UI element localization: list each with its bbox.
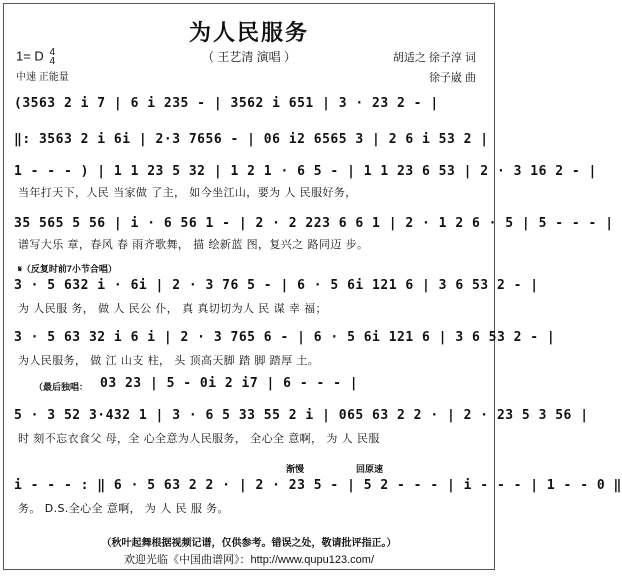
footer-note: （秋叶起舞根据视频记谱，仅供参考。错误之处，敬请批评指正。） (101, 538, 397, 549)
score-page (3, 3, 622, 570)
a-tempo-note: 回原速 (356, 464, 384, 474)
score-row: 35 565 5 56 | i · 6 56 1 - | 2 · 2 223 6 6 1 | 2 · 1 2 6 · 5 | 5 - - - | (14, 216, 614, 231)
score-row: 5 · 3 52 3·432 1 | 3 · 6 5 33 55 2 i | 065 63 2 2 · | 2 · 23 5 3 56 | (14, 408, 589, 423)
key-signature (16, 48, 55, 66)
rit-note: 渐慢 (286, 464, 305, 474)
lyricist-credit: 胡适之 徐子淳 词 (392, 52, 476, 64)
score-row: 03 23 | 5 - 0i 2 i7 | 6 - - - | (100, 376, 359, 391)
lyric-row: 为 人民服 务， 做 人 民公 仆， 真 真切切为人 民 谋 幸 福； (18, 302, 327, 315)
credits (393, 48, 476, 88)
score-row: 1 - - - ) | 1 1 23 5 32 | 1 2 1 · 6 5 - | 1 1 23 6 53 | 2 · 3 16 2 - | (14, 164, 597, 179)
score-row: 3 · 5 632 i · 6i | 2 · 3 76 5 - | 6 · 5 6i 121 6 | 3 6 53 2 - | (14, 278, 539, 293)
segno-note: 𝄋（反复时前7小节合唱） (18, 264, 117, 274)
tempo-marking: 中速 正能量 (16, 72, 69, 83)
ending-note: （最后独唱： (34, 382, 89, 392)
score-row: i - - - : ‖ 6 · 5 63 2 2 · | 2 · 23 5 - | 5 2 - - - | i - - - | 1 - - 0 ‖ (14, 478, 622, 493)
lyric-row: 时 刻不忘衣食父 母，全 心全意为人民服务， 全心全 意啊， 为 人 民服 (18, 432, 380, 445)
composer-credit: 徐子崴 曲 (428, 72, 476, 84)
time-top: 4 (49, 47, 56, 58)
lyric-row: 为人民服务， 做 江 山支 柱， 头 顶高天脚 踏 脚 踏厚 土。 (18, 354, 320, 367)
time-bottom: 4 (49, 56, 56, 67)
key-label: 1= D (16, 48, 44, 64)
score-row: 3 · 5 63 32 i 6 i | 2 · 3 765 6 - | 6 · 5 6i 121 6 | 3 6 53 2 - | (14, 330, 556, 345)
page-title: 为人民服务 (188, 20, 309, 45)
lyric-row: 务。 D.S.全心全 意啊， 为 人 民 服 务。 (18, 502, 229, 515)
score-row: (3563 2 i 7 | 6 i 235 - | 3562 i 651 | 3 · 23 2 - | (14, 96, 439, 111)
lyric-row: 谱写大乐 章，春风 春 雨齐歌舞， 描 绘新蓝 图，复兴之 路同迈 步。 (18, 238, 369, 251)
lyric-row: 当年打天下，人民 当家做 了主， 如今坐江山，要为 人 民服好务， (18, 186, 357, 199)
score-row: ‖: 3563 2 i 6i | 2·3 7656 - | 06 i2 6565 3 | 2 6 i 53 2 | (14, 132, 489, 147)
performer-subtitle: （ 王艺清 演唱 ） (201, 50, 296, 64)
time-signature (49, 48, 55, 66)
footer-site: 欢迎光临《中国曲谱网》：http://www.qupu123.com/ (123, 554, 374, 566)
